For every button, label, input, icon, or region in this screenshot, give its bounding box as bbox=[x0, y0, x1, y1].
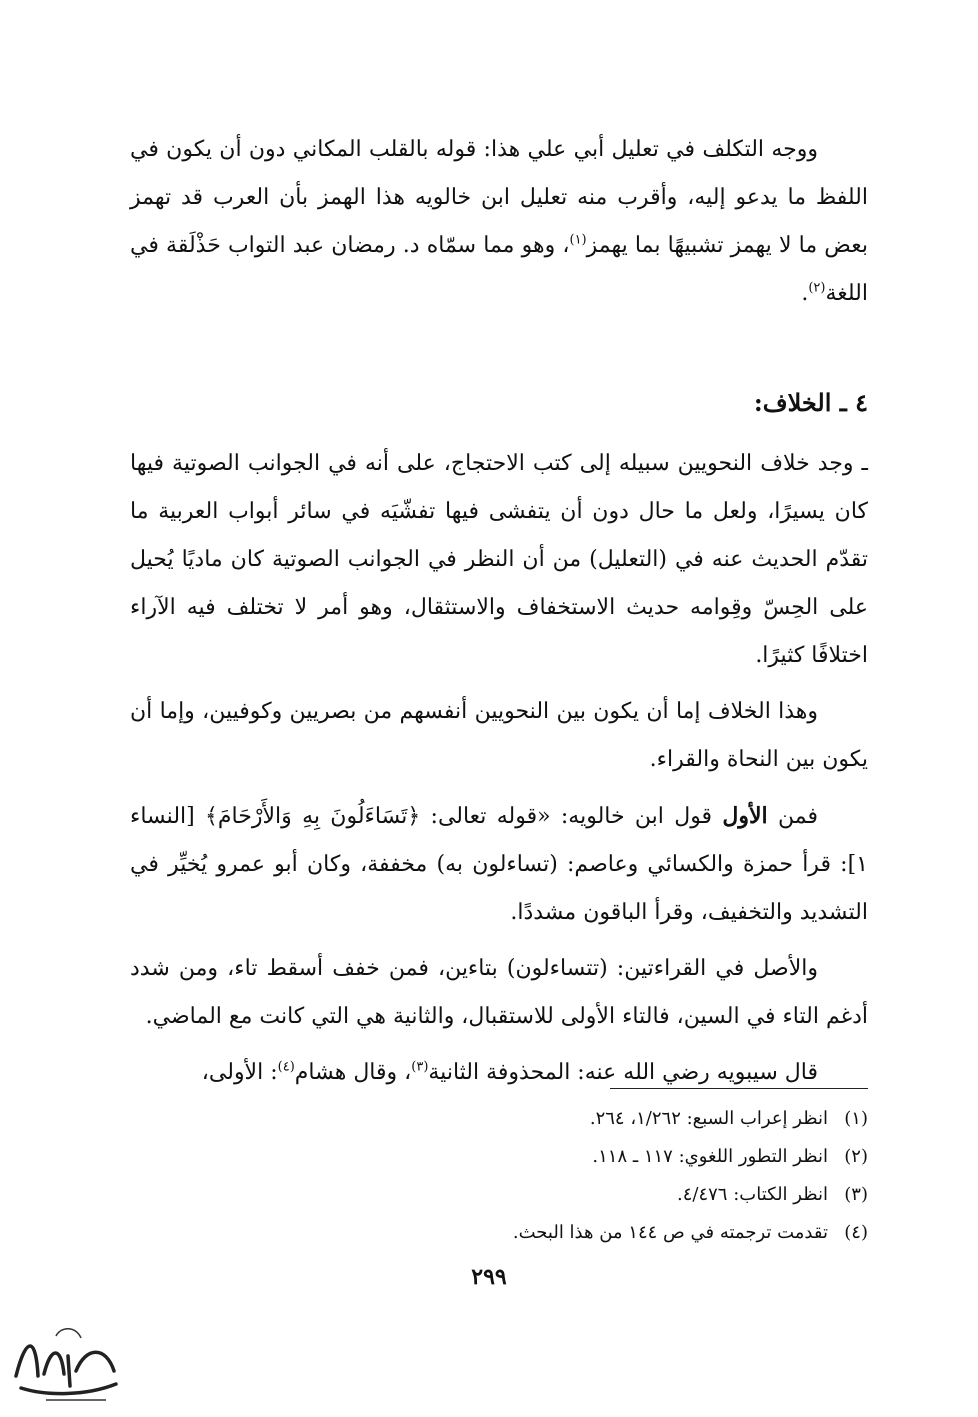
paragraph-5: والأصل في القراءتين: (تتساءلون) بتاءين، فمن خفف أسقط تاء، ومن شدد أدغم التاء في السين، فالتاء الأولى للاستقبال، والثانية هي التي كانت مع الماضي. bbox=[130, 956, 868, 1029]
footnote-text: انظر إعراب السبع: ١/٢٦٢، ٢٦٤. bbox=[589, 1108, 828, 1129]
footnote-ref-1[interactable]: (١) bbox=[569, 232, 587, 248]
page-number: ٢٩٩ bbox=[471, 1264, 507, 1290]
paragraph-1-text: ووجه التكلف في تعليل أبي علي هذا: قوله بالقلب المكاني دون أن يكون في اللفظ ما يدعو إليه، وأقرب منه تعليل ابن خالويه هذا الهمز بأن العرب قد تهمز بعض ما لا يهمز تشبيهًا بما يهمز bbox=[130, 137, 868, 258]
footnote-item bbox=[268, 1138, 868, 1176]
paragraph-3: وهذا الخلاف إما أن يكون بين النحويين أنفسهم من بصريين وكوفيين، وإما أن يكون بين النحاة والقراء. bbox=[130, 699, 868, 772]
footnote-separator bbox=[610, 1088, 868, 1089]
paragraph-6-b: ، وقال هشام bbox=[294, 1060, 412, 1085]
calligraphy-logo bbox=[6, 1316, 126, 1412]
footnote-text: انظر الكتاب: ٤/٤٧٦. bbox=[677, 1184, 828, 1205]
paragraph-6 bbox=[130, 1049, 868, 1097]
footnote-ref-4[interactable]: (٤) bbox=[277, 1059, 295, 1075]
footnote-number: (١) bbox=[844, 1108, 868, 1129]
footnote-ref-2[interactable]: (٢) bbox=[808, 280, 826, 296]
footnote-number: (٤) bbox=[844, 1222, 868, 1243]
section-heading: ٤ ـ الخلاف: bbox=[753, 388, 868, 417]
footnotes bbox=[268, 1100, 868, 1252]
paragraph-6-a: قال سيبويه رضي الله عنه: المحذوفة الثانية bbox=[428, 1060, 818, 1085]
footnote-text: تقدمت ترجمته في ص ١٤٤ من هذا البحث. bbox=[512, 1222, 828, 1243]
paragraph-2: ـ وجد خلاف النحويين سبيله إلى كتب الاحتجاج، على أنه في الجوانب الصوتية فيها كان يسيرًا، ولعل ما حال دون أن يتفشى فيها تفشّيَه في سائر أبواب العربية ما تقدّم الحديث عنه في (التعليل) من أن النظر في الجوانب الصوتية كان ماديًا يُحيل على الحِسّ وقِوامه حديث الاستخفاف والاستثقال، وهو أمر لا تختلف فيه الآراء اختلافًا كثيرًا. bbox=[130, 451, 868, 668]
paragraph-4-start: فمن bbox=[778, 804, 818, 829]
paragraph-1-end: . bbox=[801, 281, 809, 306]
footnote-ref-3[interactable]: (٣) bbox=[411, 1059, 429, 1075]
footnote-text: انظر التطور اللغوي: ١١٧ ـ ١١٨. bbox=[592, 1146, 828, 1167]
paragraph-1-continuation: ، وهو مما سمّاه د. رمضان عبد التواب حَذْلَقة في اللغة bbox=[130, 233, 868, 306]
section-body bbox=[130, 440, 868, 1105]
paragraph-6-c: : الأولى، bbox=[201, 1060, 278, 1085]
footnote-item bbox=[268, 1100, 868, 1138]
paragraph-4-bold: الأول bbox=[722, 803, 768, 829]
paragraph-1 bbox=[130, 126, 868, 318]
paragraph-4-rest: قول ابن خالويه: «قوله تعالى: ﴿تَسَاءَلُونَ بِهِ وَالأَرْحَامَ﴾ [النساء ١]: قرأ حمزة والكسائي وعاصم: (تساءلون به) مخففة، وكان أبو عمرو يُخيِّر في التشديد والتخفيف، وقرأ الباقون مشددًا. bbox=[130, 804, 868, 925]
footnote-item bbox=[268, 1176, 868, 1214]
footnote-number: (٣) bbox=[844, 1184, 868, 1205]
paragraph-4 bbox=[130, 792, 868, 937]
footnote-item bbox=[268, 1214, 868, 1252]
footnote-number: (٢) bbox=[844, 1146, 868, 1167]
